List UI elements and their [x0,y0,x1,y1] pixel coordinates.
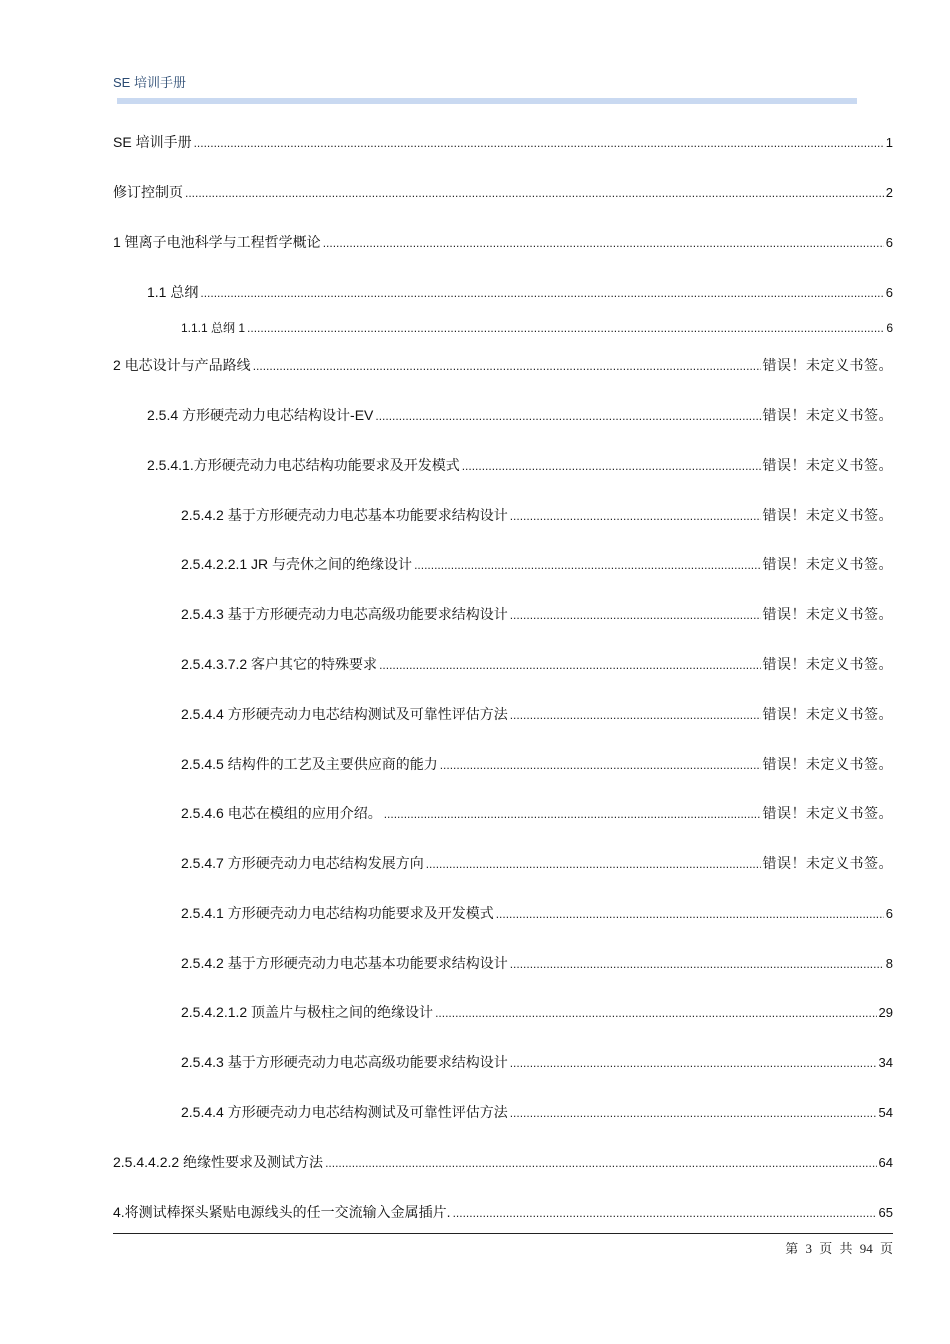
toc-entry[interactable] [181,1052,893,1072]
toc-entry[interactable] [181,704,893,724]
toc-entry-page: 6 [885,906,893,921]
toc-entry[interactable] [113,232,893,252]
toc-entry-page-error: 错误！未定义书签。 [762,756,893,772]
toc-entry[interactable] [147,455,893,475]
toc-entry[interactable] [181,853,893,873]
toc-dot-leader [200,286,883,300]
toc-entry-page: 8 [885,956,893,971]
toc-entry-page: 6 [885,285,893,300]
toc-entry-label: 2.5.4.4 方形硬壳动力电芯结构测试及可靠性评估方法 [181,706,508,722]
toc-dot-leader [426,857,761,871]
toc-dot-leader [440,758,761,772]
toc-entry-label: 1 锂离子电池科学与工程哲学概论 [113,234,321,250]
toc-dot-leader [435,1006,876,1020]
toc-entry-page-error: 错误！未定义书签。 [762,805,893,821]
toc-entry-label: SE 培训手册 [113,134,192,150]
toc-entry-label: 2.5.4.2.2.1 JR 与壳休之间的绝缘设计 [181,556,413,572]
toc-entry-label: 1.1.1 总纲 1 [181,321,246,335]
toc-entry-page: 64 [878,1155,893,1170]
toc-entry-label: 1.1 总纲 [147,284,199,300]
toc-dot-leader [453,1206,877,1220]
toc-entry-page: 65 [878,1205,893,1220]
toc-entry-page-error: 错误！未定义书签。 [762,407,893,423]
toc-entry-page-error: 错误！未定义书签。 [762,556,893,572]
toc-entry-label: 2.5.4.5 结构件的工艺及主要供应商的能力 [181,756,438,772]
toc-entry[interactable] [181,953,893,973]
toc-entry[interactable] [181,654,893,674]
toc-entry[interactable] [113,182,893,202]
toc-entry-page-error: 错误！未定义书签。 [762,656,893,672]
toc-entry-label: 2.5.4.2 基于方形硬壳动力电芯基本功能要求结构设计 [181,507,508,523]
toc-entry[interactable] [113,1202,893,1222]
toc-entry-page-error: 错误！未定义书签。 [762,457,893,473]
toc-dot-leader [323,236,884,250]
toc-entry-label: 2.5.4.4.2.2 绝缘性要求及测试方法 [113,1154,324,1170]
toc-entry-label: 修订控制页 [113,184,183,200]
toc-entry[interactable] [181,604,893,624]
toc-entry[interactable] [181,1002,893,1022]
toc-entry-label: 2.5.4.2 基于方形硬壳动力电芯基本功能要求结构设计 [181,955,508,971]
toc-dot-leader [510,608,761,622]
toc-dot-leader [375,409,760,423]
toc-dot-leader [510,1056,877,1070]
toc-entry[interactable] [113,132,893,152]
toc-dot-leader [384,807,761,821]
toc-entry-label: 2.5.4 方形硬壳动力电芯结构设计-EV [147,407,374,423]
footer-rule [113,1233,893,1234]
toc-dot-leader [510,708,761,722]
toc-entry-page: 54 [878,1105,893,1120]
toc-dot-leader [510,1106,877,1120]
toc-entry[interactable] [181,554,893,574]
toc-entry[interactable] [181,803,893,823]
toc-entry-label: 2.5.4.6 电芯在模组的应用介绍。 [181,805,382,821]
toc-entry-label: 2 电芯设计与产品路线 [113,357,251,373]
toc-entry-label: 2.5.4.1 方形硬壳动力电芯结构功能要求及开发模式 [181,905,494,921]
toc-dot-leader [379,658,760,672]
toc-dot-leader [194,136,884,150]
toc-entry-page: 6 [885,235,893,250]
toc-entry-page: 34 [878,1055,893,1070]
toc-entry-label: 2.5.4.3 基于方形硬壳动力电芯高级功能要求结构设计 [181,606,508,622]
toc-entry[interactable] [181,903,893,923]
toc-entry-page-error: 错误！未定义书签。 [762,606,893,622]
toc-dot-leader [253,359,761,373]
toc-entry-page: 6 [886,321,893,335]
toc-entry[interactable] [181,1102,893,1122]
toc-entry-page: 1 [885,135,893,150]
toc-entry[interactable] [147,282,893,302]
toc-entry-label: 2.5.4.2.1.2 顶盖片与极柱之间的绝缘设计 [181,1004,434,1020]
page-number-footer: 第 3 页 共 94 页 [785,1241,893,1256]
header-rule [117,98,857,104]
toc-entry-page: 2 [885,185,893,200]
toc-dot-leader [185,186,884,200]
toc-entry-label: 4.将测试棒探头紧贴电源线头的任一交流输入金属插片. [113,1204,451,1220]
toc-dot-leader [496,907,884,921]
toc-dot-leader [325,1156,876,1170]
toc-entry[interactable] [181,505,893,525]
toc-entry-page-error: 错误！未定义书签。 [762,507,893,523]
toc-entry-page-error: 错误！未定义书签。 [762,357,893,373]
toc-entry-page-error: 错误！未定义书签。 [762,855,893,871]
toc-entry-page: 29 [878,1005,893,1020]
toc-entry[interactable] [113,1152,893,1172]
toc-dot-leader [510,509,761,523]
running-header-title: SE 培训手册 [113,75,186,90]
toc-dot-leader [462,459,761,473]
toc-entry-label: 2.5.4.1.方形硬壳动力电芯结构功能要求及开发模式 [147,457,460,473]
toc-entry[interactable] [113,355,893,375]
toc-dot-leader [510,957,884,971]
toc-entry-page-error: 错误！未定义书签。 [762,706,893,722]
toc-entry-label: 2.5.4.7 方形硬壳动力电芯结构发展方向 [181,855,424,871]
toc-dot-leader [247,321,884,335]
toc-entry[interactable] [181,319,893,336]
toc-entry-label: 2.5.4.3 基于方形硬壳动力电芯高级功能要求结构设计 [181,1054,508,1070]
toc-entry-label: 2.5.4.3.7.2 客户其它的特殊要求 [181,656,378,672]
toc-dot-leader [414,558,760,572]
toc-entry[interactable] [181,754,893,774]
toc-entry-label: 2.5.4.4 方形硬壳动力电芯结构测试及可靠性评估方法 [181,1104,508,1120]
toc-entry[interactable] [147,405,893,425]
